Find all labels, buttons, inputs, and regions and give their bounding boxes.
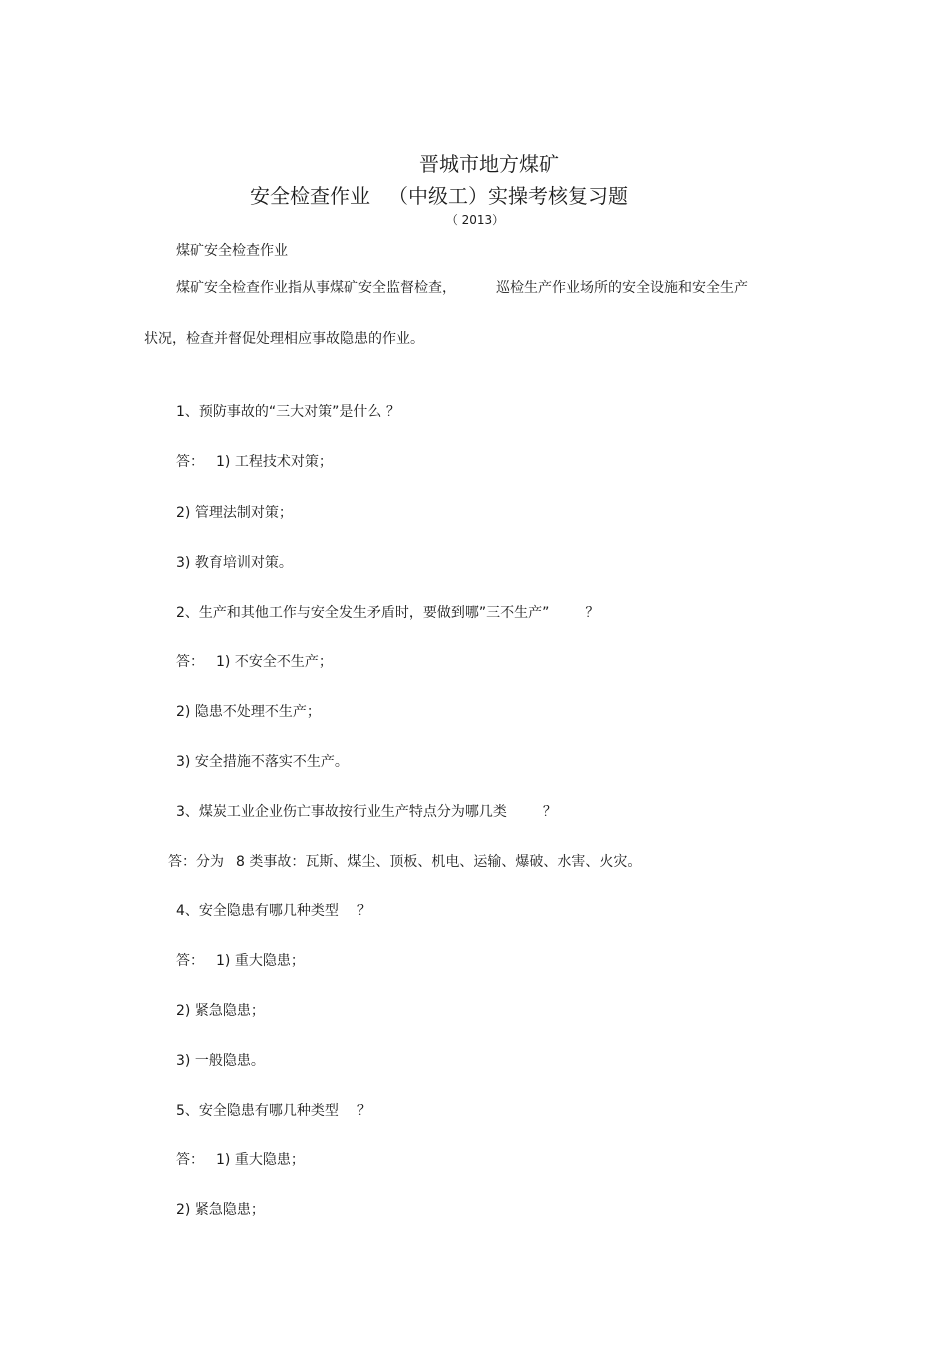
intro-heading: 煤矿安全检查作业	[176, 243, 288, 259]
answer-text: 1) 重大隐患；	[216, 953, 305, 969]
answer-prefix: 答：	[176, 654, 204, 670]
answer-1-item-2: 2) 管理法制对策；	[176, 505, 293, 521]
answer-prefix: 答：	[176, 1152, 204, 1168]
answer-text: 1) 不安全不生产；	[216, 654, 333, 670]
question-1: 1、预防事故的“三大对策”是什么 ？	[176, 404, 400, 420]
answer-1-item-3: 3) 教育培训对策。	[176, 555, 293, 571]
question-5-text: 5、安全隐患有哪几种类型	[176, 1103, 339, 1119]
intro-definition-part-2: 巡检生产作业场所的安全设施和安全生产	[496, 280, 748, 296]
intro-definition-line-1	[176, 279, 748, 297]
title-line-2-part-a: 安全检查作业	[250, 184, 370, 208]
title-line-2	[250, 183, 628, 209]
answer-prefix: 答：	[176, 953, 204, 969]
answer-2-item-2: 2) 隐患不处理不生产；	[176, 704, 321, 720]
answer-4-item-3: 3) 一般隐患。	[176, 1053, 265, 1069]
question-2	[176, 604, 599, 622]
answer-2-item-3: 3) 安全措施不落实不生产。	[176, 754, 349, 770]
answer-4-item-1	[176, 952, 305, 970]
answer-5-item-2: 2) 紧急隐患；	[176, 1202, 265, 1218]
question-2-text: 2、生产和其他工作与安全发生矛盾时，要做到哪”三不生产”	[176, 605, 550, 621]
title-year: （ 2013）	[445, 213, 505, 227]
answer-prefix: 答：	[176, 454, 204, 470]
title-line-1: 晋城市地方煤矿	[419, 152, 559, 176]
question-mark: ？	[356, 1103, 371, 1119]
question-mark: ？	[542, 804, 557, 820]
answer-5-item-1	[176, 1151, 305, 1169]
question-3	[176, 803, 557, 821]
intro-definition-line-2: 状况，检查并督促处理相应事故隐患的作业。	[144, 331, 424, 347]
answer-4-item-2: 2) 紧急隐患；	[176, 1003, 265, 1019]
answer-3	[168, 853, 641, 871]
title-line-2-part-b: （中级工）实操考核复习题	[388, 184, 628, 208]
answer-2-item-1	[176, 653, 333, 671]
question-mark: ？	[356, 903, 371, 919]
answer-text: 1) 重大隐患；	[216, 1152, 305, 1168]
answer-text: 1) 工程技术对策；	[216, 454, 333, 470]
answer-3-part-1: 答：分为	[168, 854, 224, 870]
question-3-text: 3、煤炭工业企业伤亡事故按行业生产特点分为哪几类	[176, 804, 507, 820]
question-mark: ？	[585, 605, 600, 621]
question-4	[176, 902, 371, 920]
answer-3-part-2: 8 类事故：瓦斯、煤尘、顶板、机电、运输、爆破、水害、火灾。	[236, 854, 642, 870]
question-4-text: 4、安全隐患有哪几种类型	[176, 903, 339, 919]
question-5	[176, 1102, 371, 1120]
answer-1-item-1	[176, 453, 333, 471]
intro-definition-part-1: 煤矿安全检查作业指从事煤矿安全监督检查，	[176, 280, 456, 296]
